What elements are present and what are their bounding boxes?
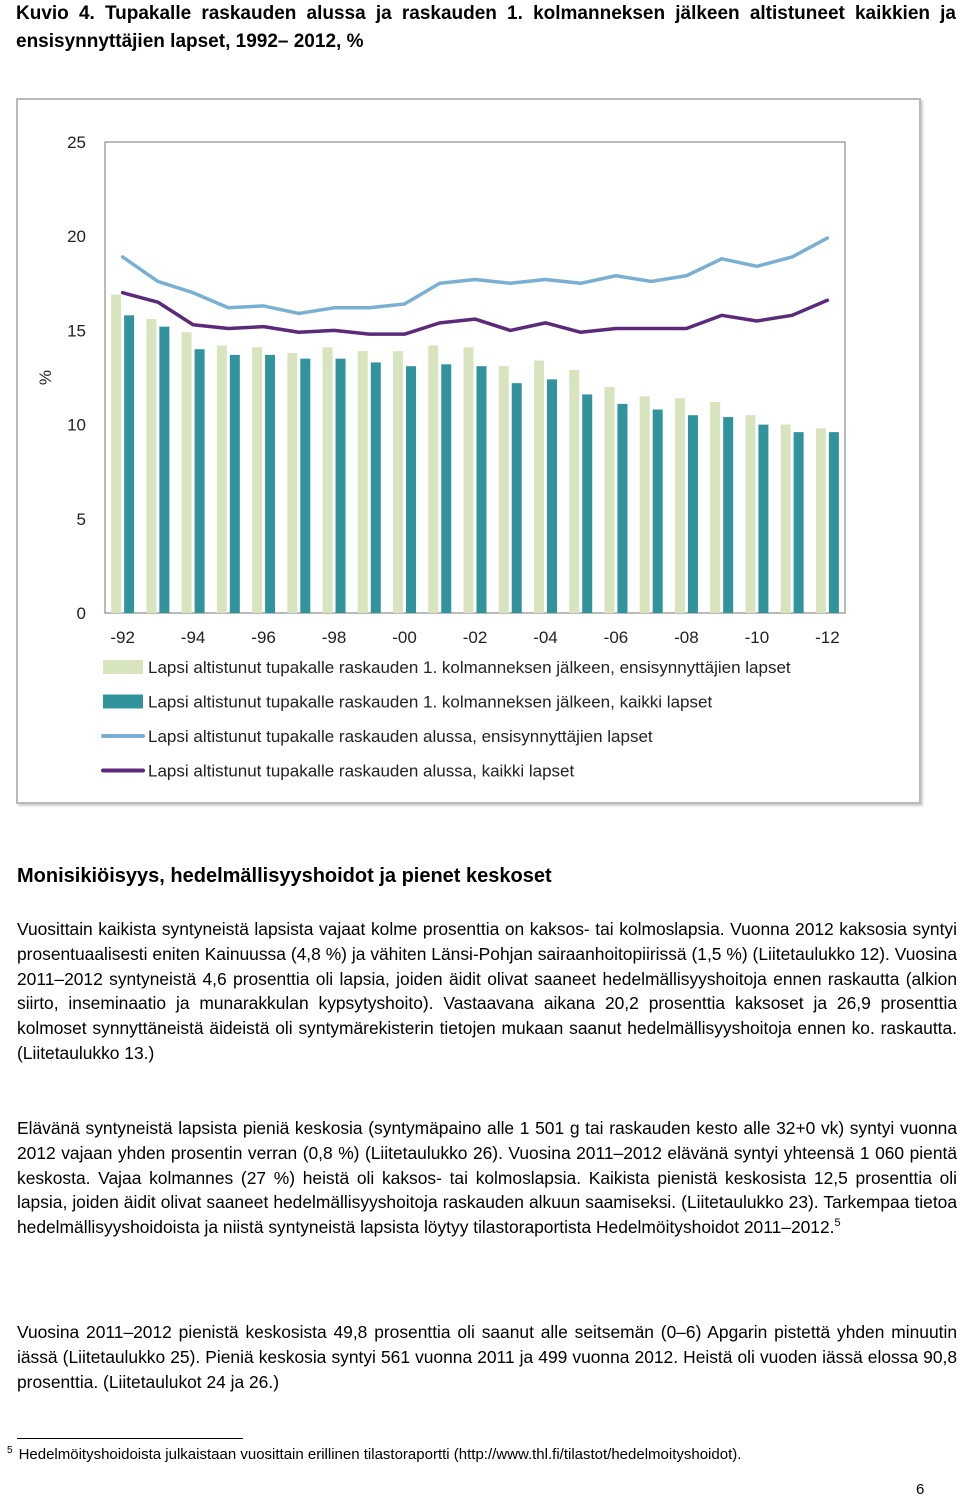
chart-frame xyxy=(16,98,921,804)
bar-series-1 xyxy=(569,370,579,613)
line-series-1 xyxy=(123,238,828,313)
bar-series-1 xyxy=(534,361,544,613)
bar-series-2 xyxy=(653,410,663,613)
bar-series-1 xyxy=(358,351,368,613)
x-tick-label: -94 xyxy=(180,628,206,647)
bar-series-1 xyxy=(323,347,333,613)
bar-series-2 xyxy=(195,349,205,613)
x-tick-label: -92 xyxy=(110,628,135,647)
bar-series-2 xyxy=(688,415,698,613)
bar-series-1 xyxy=(499,366,509,613)
bar-series-1 xyxy=(781,425,791,613)
y-tick-label: 15 xyxy=(67,321,86,341)
x-tick-label: -08 xyxy=(674,628,699,647)
legend-label: Lapsi altistunut tupakalle raskauden alussa, ensisynnyttäjien lapset xyxy=(148,727,653,746)
bar-series-1 xyxy=(816,428,826,613)
x-tick-label: -00 xyxy=(392,628,417,647)
figure-title: Kuvio 4. Tupakalle raskauden alussa ja raskauden 1. kolmanneksen jälkeen altistuneet kaikkien ja ensisynnyttäjien lapset, 1992– 2012, % xyxy=(16,3,956,52)
bar-series-2 xyxy=(547,379,557,613)
y-tick-label: 10 xyxy=(67,415,86,435)
bar-series-1 xyxy=(287,353,297,613)
legend-label: Lapsi altistunut tupakalle raskauden alussa, kaikki lapset xyxy=(148,761,575,781)
x-tick-label: -96 xyxy=(251,628,276,647)
x-tick-label: -12 xyxy=(815,628,840,647)
plot-area xyxy=(105,142,845,613)
y-tick-label: 0 xyxy=(76,604,86,623)
x-tick-label: -02 xyxy=(462,628,488,647)
footnote-text: Hedelmöityshoidoista julkaistaan vuosittain erillinen tilastoraportti (http://www.thl.fi/tilastot/hedelmoityshoidot). xyxy=(18,1446,742,1463)
bar-series-2 xyxy=(794,432,804,613)
bar-series-2 xyxy=(441,364,451,613)
bar-series-1 xyxy=(464,347,474,613)
bar-series-2 xyxy=(124,315,134,613)
bar-series-2 xyxy=(265,355,275,613)
paragraph-preterm xyxy=(17,1116,957,1240)
bar-series-2 xyxy=(230,355,240,613)
x-tick-label: -06 xyxy=(603,628,629,647)
footnote-marker: 5 xyxy=(7,1445,13,1456)
bar-series-1 xyxy=(182,332,192,613)
bar-series-2 xyxy=(336,359,346,613)
x-tick-label: -98 xyxy=(321,628,347,647)
bar-series-2 xyxy=(512,383,522,613)
legend-swatch xyxy=(103,660,143,674)
y-tick-label: 5 xyxy=(76,509,86,529)
bar-series-1 xyxy=(640,396,650,613)
bar-series-1 xyxy=(393,351,403,613)
paragraph-multiple-births: Vuosittain kaikista syntyneistä lapsista vajaat kolme prosenttia on kaksos- tai kolmoslapsia. Vuonna 2012 kaksosia syntyi prosentuaalisesti eniten Kainuussa (4,8 %) ja vähiten Länsi-Pohjan sairaanhoitopiirissä (1,5 %) (Liitetaulukko 12). Vuosina 2011–2012 syntyneistä 4,6 prosenttia oli lapsia, joiden äidit olivat saaneet hedelmällisyyshoitoja ennen raskautta (alkion siirto, inseminaatio ja munarakkulan kypsytyshoito). Vastaavana aikana 20,2 prosenttia kaksoset ja 26,9 prosenttia kolmoset synnyttäneistä äideistä oli syntymärekisterin tietojen mukaan saanut hedelmällisyyshoitoja ennen ko. raskautta. (Liitetaulukko 13.) xyxy=(17,919,957,1063)
bar-series-1 xyxy=(146,319,156,613)
bar-series-2 xyxy=(723,417,733,613)
y-tick-label: 25 xyxy=(67,133,86,152)
page-number: 6 xyxy=(916,1481,925,1498)
bar-series-1 xyxy=(111,295,121,613)
bar-series-2 xyxy=(582,394,592,613)
legend-label: Lapsi altistunut tupakalle raskauden 1. kolmanneksen jälkeen, ensisynnyttäjien lapset xyxy=(148,658,791,677)
paragraph-apgar: Vuosina 2011–2012 pienistä keskosista 49,8 prosenttia oli saanut alle seitsemän (0–6) Apgarin pistettä yhden minuutin iässä (Liitetaulukko 25). Pieniä keskosia syntyi 561 vuonna 2011 ja 499 vuonna 2012. Heistä oli vuoden iässä elossa 90,8 prosenttia. (Liitetaulukot 24 ja 26.) xyxy=(17,1322,957,1392)
legend-label: Lapsi altistunut tupakalle raskauden 1. kolmanneksen jälkeen, kaikki lapset xyxy=(148,692,713,712)
bar-series-1 xyxy=(217,345,227,613)
y-axis-label: % xyxy=(36,369,55,386)
line-series-2 xyxy=(123,293,828,334)
chart xyxy=(18,100,919,802)
bar-series-2 xyxy=(371,362,381,613)
bar-series-1 xyxy=(604,387,614,613)
bar-series-2 xyxy=(406,366,416,613)
bar-series-2 xyxy=(758,425,768,613)
paragraph-preterm-text: Elävänä syntyneistä lapsista pieniä keskosia (syntymäpaino alle 1 501 g tai raskauden kesto alle 32+0 vk) syntyi vuonna 2012 vajaan yhden prosentin verran (0,8 %) (Liitetaulukko 26). Vuosina 2011–2012 elävänä syntyi yhteensä 1 060 pientä keskosta. Vajaa kolmannes (27 %) heistä oli kaksos- tai kolmoslapsia. Kaikista pienistä keskosista 12,5 prosenttia oli lapsia, joiden äidit olivat saaneet hedelmällisyyshoitoja raskauden alkuun saamiseksi. (Liitetaulukko 23). Tarkempaa tietoa hedelmällisyyshoidoista ja niistä syntyneistä lapsista löytyy tilastoraportista Hedelmöityshoidot 2011–2012. xyxy=(17,1118,957,1238)
x-tick-label: -04 xyxy=(533,628,558,647)
bar-series-2 xyxy=(829,432,839,613)
bar-series-1 xyxy=(675,398,685,613)
legend-swatch xyxy=(103,695,143,709)
bar-series-1 xyxy=(428,345,438,613)
footnote xyxy=(7,1445,947,1465)
bar-series-2 xyxy=(159,327,169,613)
footnote-divider xyxy=(17,1438,243,1439)
footnote-reference: 5 xyxy=(834,1217,841,1230)
bar-series-1 xyxy=(710,402,720,613)
bar-series-1 xyxy=(252,347,262,613)
bar-series-2 xyxy=(300,359,310,613)
bar-series-1 xyxy=(745,415,755,613)
bar-series-2 xyxy=(477,366,487,613)
section-heading: Monisikiöisyys, hedelmällisyyshoidot ja pienet keskoset xyxy=(17,865,552,887)
x-tick-label: -10 xyxy=(744,628,770,647)
bar-series-2 xyxy=(617,404,627,613)
y-tick-label: 20 xyxy=(67,227,86,247)
